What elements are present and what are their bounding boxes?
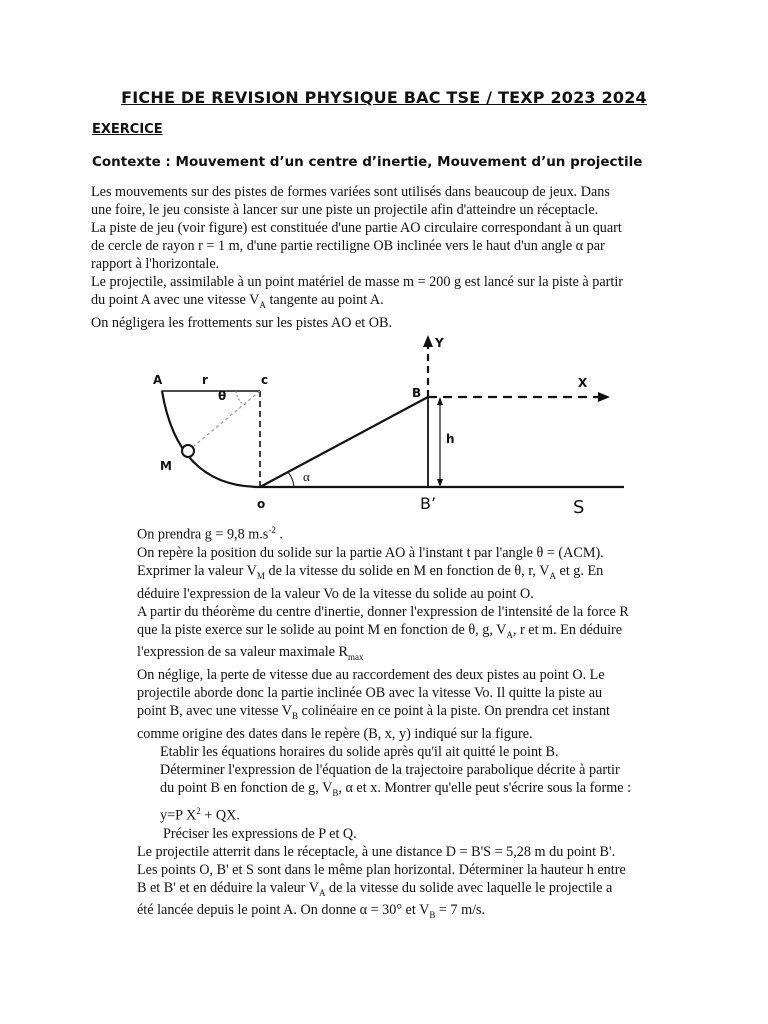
point-M [182,445,194,457]
label-h: h [446,432,455,446]
arc-track-AO [162,391,260,487]
text-line: On repère la position du solide sur la partie AO à l'instant t par l'angle θ = (ACM). [137,544,604,561]
text-line: projectile aborde donc la partie inclinée OB avec la vitesse Vo. Il quitte la piste au [137,685,603,702]
track-figure [140,325,640,525]
y-axis-arrow [423,335,433,347]
label-M: M [160,459,172,473]
text-line: B et B' et en déduire la valeur $V_A$ de la vitesse du solide avec laquelle le projectile a [137,879,613,898]
text-line: Etablir les équations horaires du solide après qu'il ait quitté le point B. [160,744,559,761]
text-line: déduire l'expression de la valeur Vo de la vitesse du solide au point O. [137,585,534,602]
text-line: Déterminer l'expression de l'équation de la trajectoire parabolique décrite à partir [160,762,620,779]
label-O: o [257,497,266,511]
label-Bprime: B’ [420,494,437,513]
text-line: été lancée depuis le point A. On donne α = 30° et $V_B = 7$ m/s. [137,902,486,921]
text-line: une foire, le jeu consiste à lancer sur une piste un projectile afin d'atteindre un réceptacle. [91,202,599,218]
text-line: A partir du théorème du centre d'inertie, donner l'expression de l'intensité de la force R [137,603,629,620]
incline-track-OB [260,397,428,487]
text-line: Le projectile, assimilable à un point matériel de masse m = 200 g est lancé sur la piste à partir [91,274,623,290]
text-line: La piste de jeu (voir figure) est constituée d'une partie AO circulaire correspondant à un quart [91,220,622,236]
theta-arc [236,391,246,405]
text-line: l'expression de sa valeur maximale $R_{max}$ [137,644,364,663]
label-theta: θ [218,389,227,403]
label-B: B [412,386,422,400]
text-line: du point B en fonction de g, $V_B$, α et x. Montrer qu'elle peut s'écrire sous la forme : [160,780,632,798]
text-line: On négligera les frottements sur les pistes AO et OB. [91,314,393,331]
document-title: FICHE DE REVISION PHYSIQUE BAC TSE / TEXP 2023 2024 [121,88,647,107]
track-diagram [140,325,640,525]
text-line: de cercle de rayon r = 1 m, d'une partie rectiligne OB inclinée vers le haut d'un angle α par [91,238,605,254]
text-line: y=P $X^2$ + QX. [160,805,240,824]
text-line: Exprimer la valeur $V_M$ de la vitesse du solide en M en fonction de θ, r, $V_A$ et g. En [137,562,604,581]
text-line: rapport à l'horizontale. [91,256,220,272]
label-X: X [578,376,588,390]
label-alpha: α [303,469,310,484]
text-line: que la piste exerce sur le solide au point M en fonction de θ, g, $V_A$, r et m. En déduire [137,621,623,640]
intro-paragraph [91,183,691,332]
text-line: du point A avec une vitesse $V_A$ tangente au point A. [91,292,384,310]
text-line: comme origine des dates dans le repère (B, x, y) indiqué sur la figure. [137,726,533,743]
alpha-arc [288,472,294,487]
label-Y: Y [435,336,444,350]
text-line: On prendra g = 9,8 $m.s^{-2}$ . [137,525,283,543]
text-line: Préciser les expressions de P et Q. [163,825,357,842]
questions-block [137,521,697,924]
text-line: Les mouvements sur des pistes de formes variées sont utilisés dans beaucoup de jeux. Dans [91,184,610,200]
label-c: c [261,373,269,387]
text-line: Le projectile atterrit dans le réceptacle, à une distance D = B'S = 5,28 m du point B'. [137,843,616,860]
x-axis-arrow [598,392,610,402]
exercise-heading: EXERCICE [92,122,163,137]
text-line: On néglige, la perte de vitesse due au raccordement des deux pistes au point O. Le [137,667,605,684]
context-heading: Contexte : Mouvement d’un centre d’inertie, Mouvement d’un projectile [92,154,643,170]
label-S: S [573,497,585,518]
text-line: point B, avec une vitesse $V_B$ colinéaire en ce point à la piste. On prendra cet instant [137,703,611,722]
label-A: A [153,373,163,387]
label-r: r [202,373,208,387]
text-line: Les points O, B' et S sont dans le même plan horizontal. Déterminer la hauteur h entre [137,861,626,878]
